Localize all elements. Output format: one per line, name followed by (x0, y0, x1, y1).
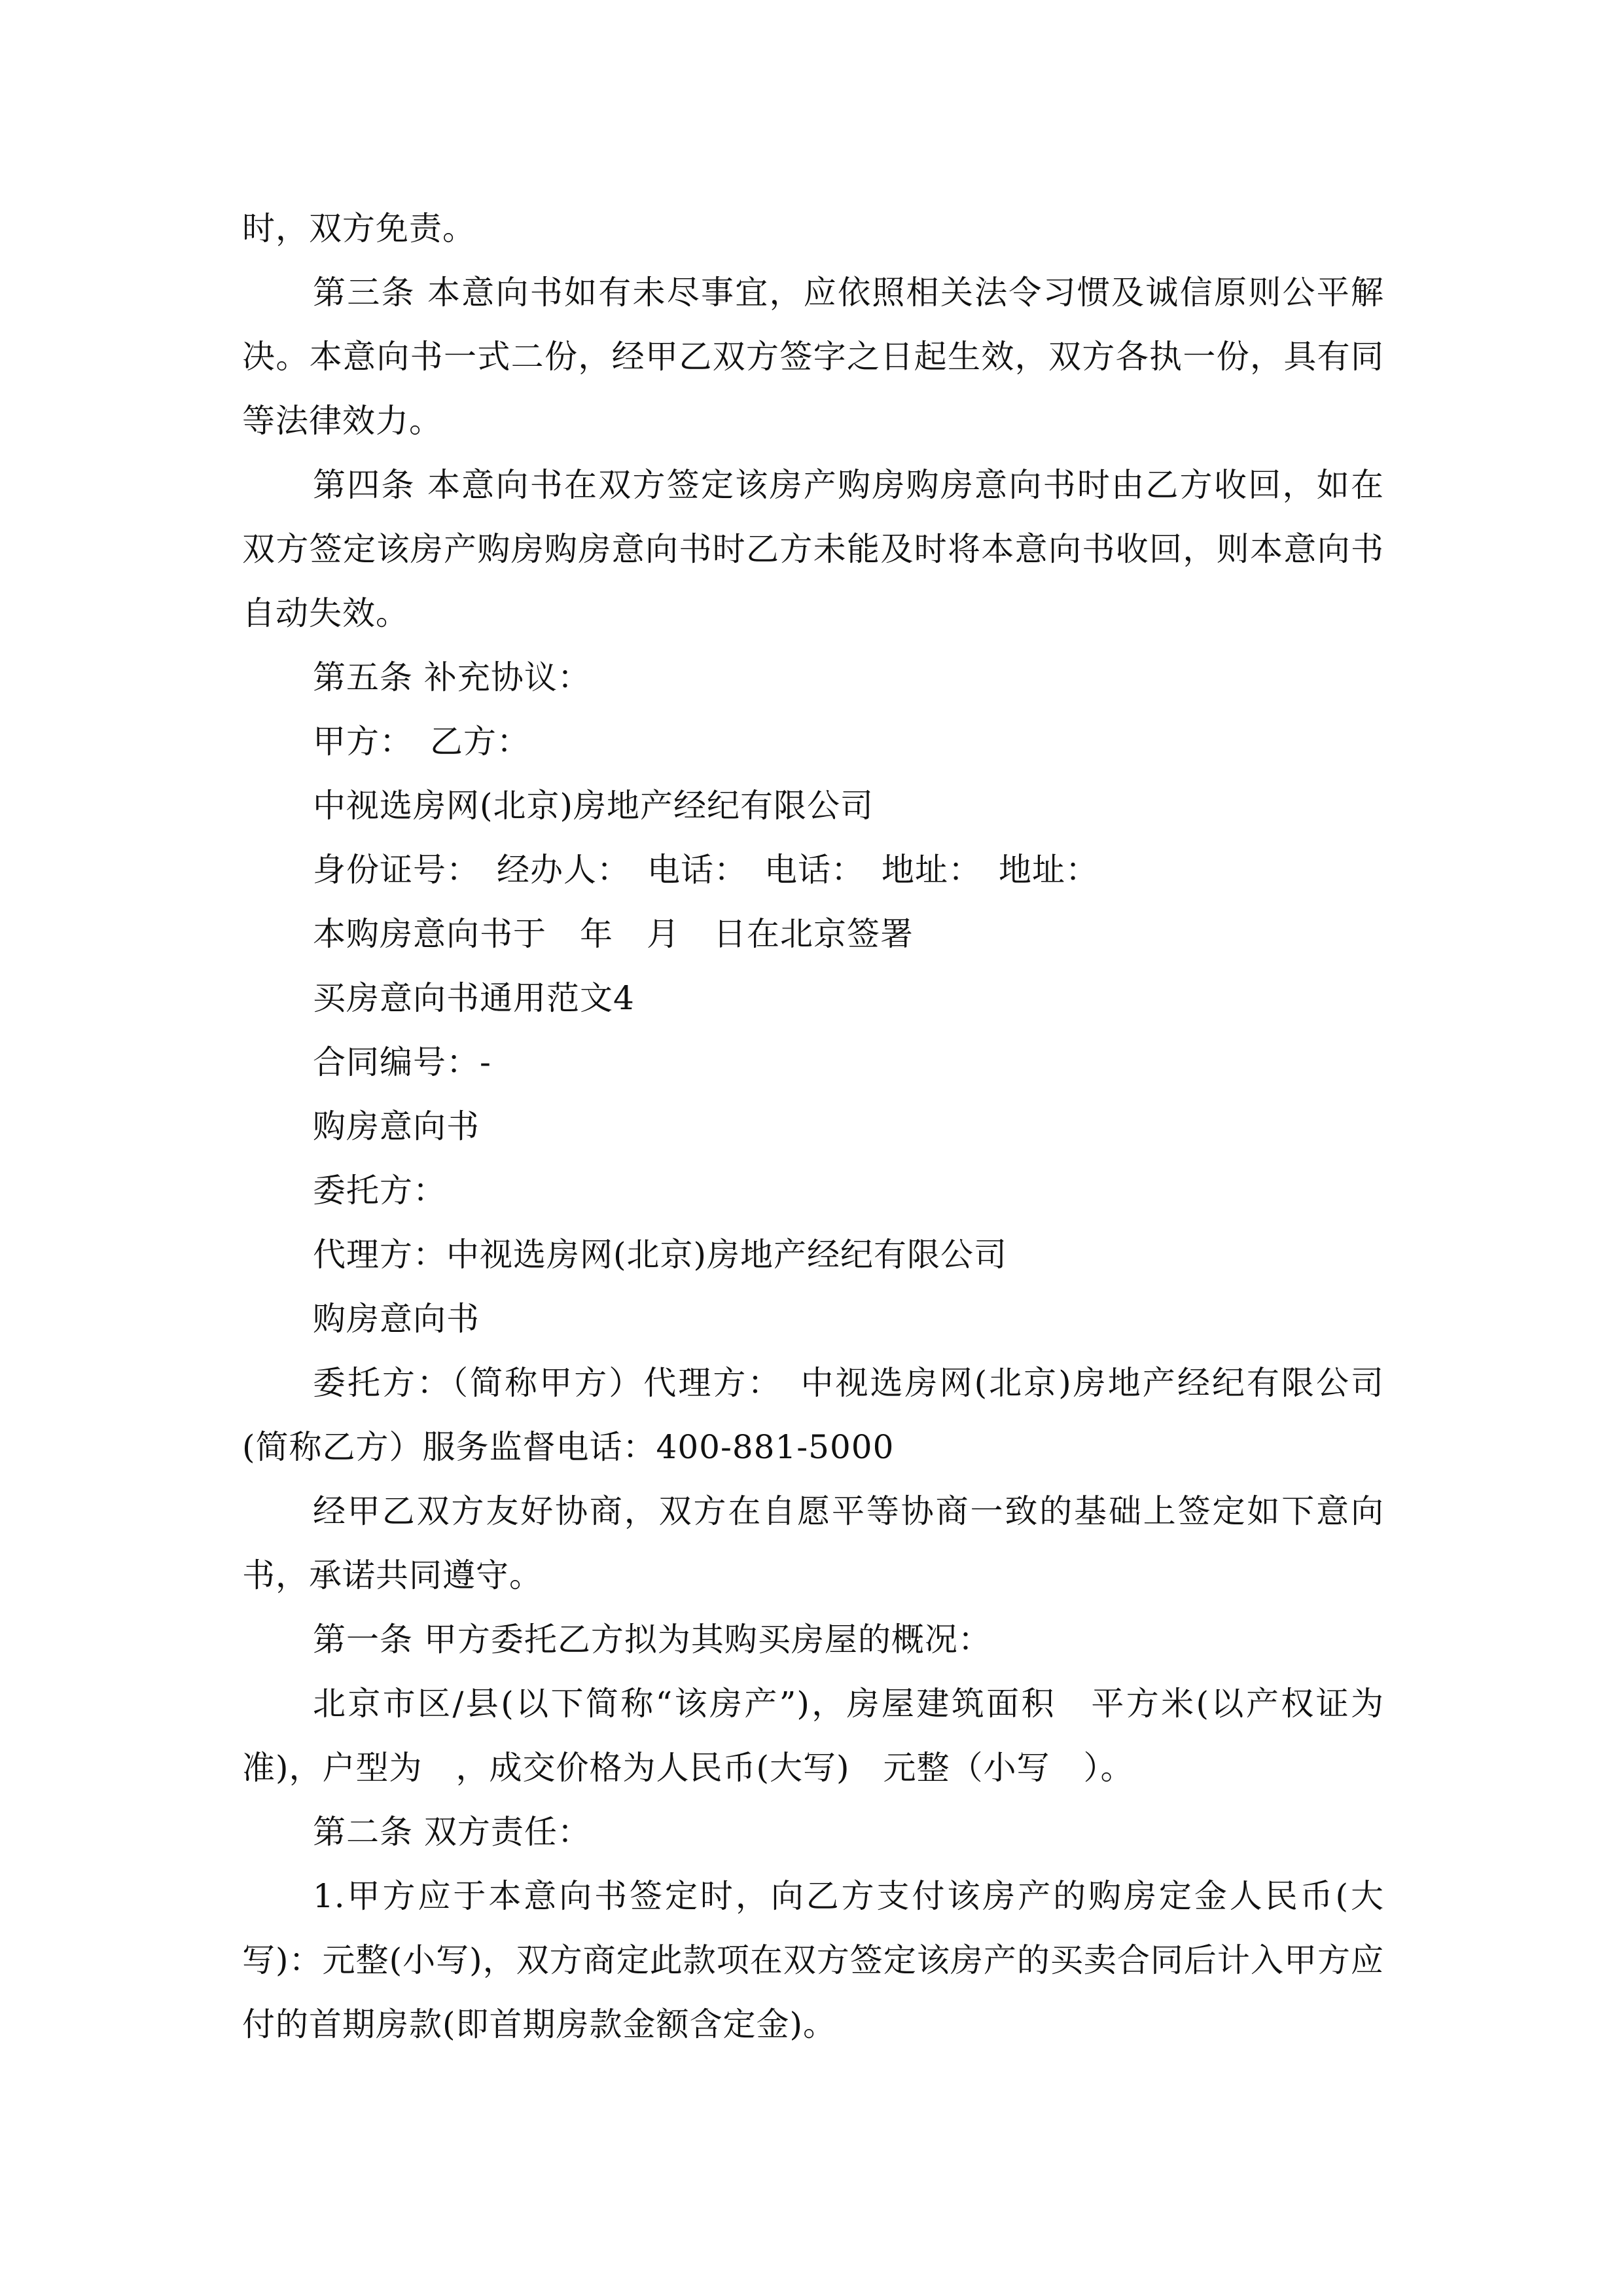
paragraph-signing-date: 本购房意向书于 年 月 日在北京签署 (313, 915, 914, 953)
paragraph-property-details: 北京市区/县(以下简称“该房产”)，房屋建筑面积 平方米(以产权证为准)，户型为 ，成交价格为人民币(大写) 元整（小写 ）。 (242, 1685, 1384, 1787)
paragraph-article-2: 第二条 双方责任： (313, 1813, 591, 1851)
paragraph-sample-title: 买房意向书通用范文4 (313, 979, 635, 1017)
paragraph-article-5: 第五条 补充协议： (313, 658, 591, 696)
paragraph-article-3: 第三条 本意向书如有未尽事宜，应依照相关法令习惯及诚信原则公平解决。本意向书一式二份，经甲乙双方签字之日起生效，双方各执一份，具有同等法律效力。 (242, 274, 1384, 440)
paragraph-contract-number: 合同编号：- (313, 1043, 491, 1081)
paragraph-company: 中视选房网(北京)房地产经纪有限公司 (313, 787, 874, 825)
paragraph-parties: 甲方： 乙方： (313, 723, 530, 761)
paragraph-continuation: 时，双方免责。 (242, 209, 476, 247)
paragraph-article-4: 第四条 本意向书在双方签定该房产购房购房意向书时由乙方收回，如在双方签定该房产购房购房意向书时乙方未能及时将本意向书收回，则本意向书自动失效。 (242, 466, 1384, 632)
paragraph-contact-fields: 身份证号： 经办人： 电话： 电话： 地址： 地址： (313, 851, 1099, 889)
paragraph-doc-title-2: 购房意向书 (313, 1300, 480, 1338)
paragraph-article-1: 第一条 甲方委托乙方拟为其购买房屋的概况： (313, 1621, 991, 1659)
paragraph-deposit-clause: 1.甲方应于本意向书签定时，向乙方支付该房产的购房定金人民币(大写)：元整(小写)，双方商定此款项在双方签定该房产的买卖合同后计入甲方应付的首期房款(即首期房款金额含定金)。 (242, 1877, 1384, 2043)
paragraph-parties-detail: 委托方：（简称甲方）代理方： 中视选房网(北京)房地产经纪有限公司(简称乙方）服务监督电话：400-881-5000 (242, 1364, 1384, 1466)
paragraph-agent: 代理方：中视选房网(北京)房地产经纪有限公司 (313, 1236, 1008, 1274)
paragraph-principal: 委托方： (313, 1172, 446, 1210)
paragraph-agreement-intro: 经甲乙双方友好协商，双方在自愿平等协商一致的基础上签定如下意向书，承诺共同遵守。 (242, 1492, 1384, 1594)
document-body (242, 196, 1384, 2056)
paragraph-doc-title: 购房意向书 (313, 1107, 480, 1145)
